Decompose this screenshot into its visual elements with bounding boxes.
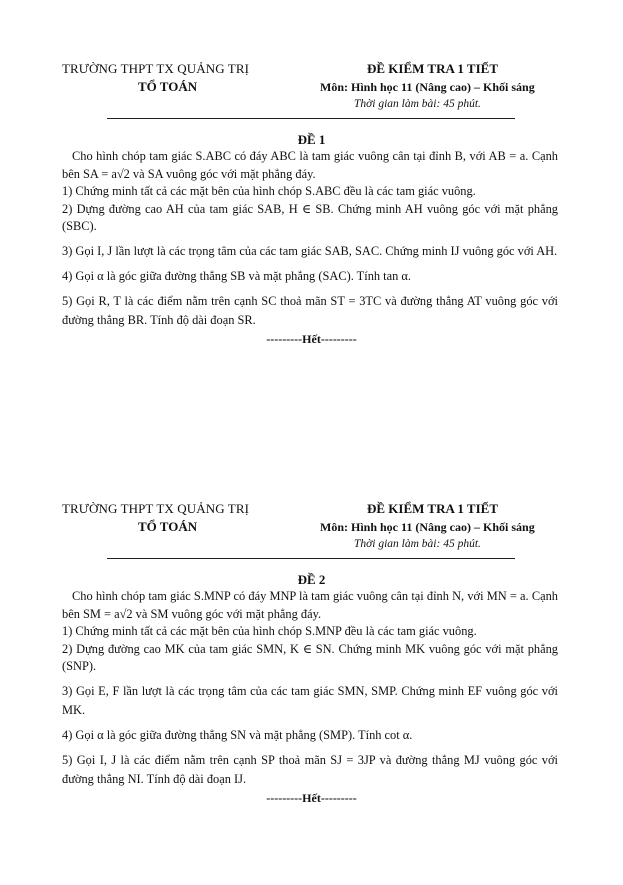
exam-time: Thời gian làm bài: 45 phút. [354, 538, 481, 550]
header-divider [107, 118, 515, 119]
exam-header [0, 498, 623, 558]
exam-1 [0, 58, 623, 347]
question-4: 4) Gọi α là góc giữa đường thẳng SN và mặt phẳng (SMP). Tính cot α. [62, 727, 413, 742]
question-1: 1) Chứng minh tất cả các mặt bên của hình chóp S.ABC đều là các tam giác vuông. [62, 184, 476, 198]
question-3: 3) Gọi I, J lần lượt là các trọng tâm của các tam giác SAB, SAC. Chứng minh IJ vuông góc với AH. [62, 243, 558, 258]
problem-intro: Cho hình chóp tam giác S.MNP có đáy MNP là tam giác vuông cân tại đỉnh N, với MN = a. Cạnh bên SM = a√2 và SM vuông góc với mặt phẳng đáy. [62, 589, 558, 621]
exam-subject: Môn: Hình học 11 (Nâng cao) – Khối sáng [320, 80, 535, 94]
end-marker: ---------Hết--------- [266, 331, 357, 346]
exam-code: ĐỀ 2 [297, 572, 326, 587]
question-2: 2) Dựng đường cao AH của tam giác SAB, H ∈ SB. Chứng minh AH vuông góc với mặt phẳng (SBC). [62, 201, 558, 233]
exam-body [62, 588, 558, 789]
school-name: TRƯỜNG THPT TX QUẢNG TRỊ [62, 501, 250, 516]
question-2: 2) Dựng đường cao MK của tam giác SMN, K ∈ SN. Chứng minh MK vuông góc với mặt phẳng (SNP). [62, 641, 558, 673]
problem-intro: Cho hình chóp tam giác S.ABC có đáy ABC là tam giác vuông cân tại đỉnh B, với AB = a. Cạnh bên SA = a√2 và SA vuông góc với mặt phẳng đáy. [62, 149, 558, 181]
question-5: 5) Gọi R, T là các điểm nằm trên cạnh SC thoả mãn ST = 3TC và đường thẳng AT vuông góc với đường thẳng BR. Tính độ dài đoạn SR. [62, 293, 558, 327]
end-marker: ---------Hết--------- [266, 790, 357, 805]
exam-subject: Môn: Hình học 11 (Nâng cao) – Khối sáng [320, 520, 535, 534]
school-name: TRƯỜNG THPT TX QUẢNG TRỊ [62, 61, 250, 76]
exam-code: ĐỀ 1 [297, 132, 326, 147]
exam-header [0, 58, 623, 118]
question-4: 4) Gọi α là góc giữa đường thẳng SB và mặt phẳng (SAC). Tính tan α. [62, 268, 412, 283]
header-divider [107, 558, 515, 559]
question-3: 3) Gọi E, F lần lượt là các trọng tâm của các tam giác SMN, SMP. Chứng minh EF vuông góc với MK. [62, 683, 558, 717]
exam-2 [0, 498, 623, 806]
exam-title: ĐỀ KIỂM TRA 1 TIẾT [367, 61, 499, 76]
question-1: 1) Chứng minh tất cả các mặt bên của hình chóp S.MNP đều là các tam giác vuông. [62, 624, 477, 638]
question-5: 5) Gọi I, J là các điểm nằm trên cạnh SP thoả mãn SJ = 3JP và đường thẳng MJ vuông góc với đường thẳng NI. Tính độ dài đoạn IJ. [62, 752, 558, 786]
exam-body [62, 148, 558, 330]
department-name: TỔ TOÁN [138, 79, 198, 94]
exam-title: ĐỀ KIỂM TRA 1 TIẾT [367, 501, 499, 516]
department-name: TỔ TOÁN [138, 519, 198, 534]
exam-time: Thời gian làm bài: 45 phút. [354, 98, 481, 110]
